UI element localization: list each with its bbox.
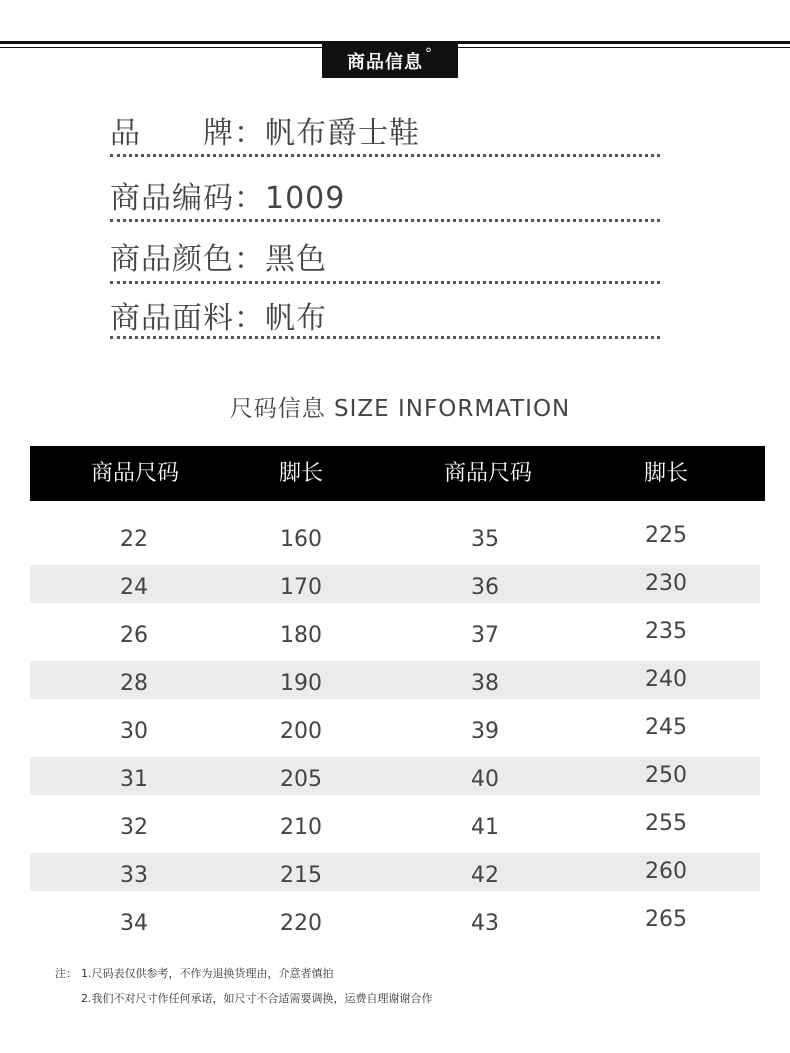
info-code-label: 商品编码： bbox=[110, 181, 265, 216]
size-cell: 26 bbox=[120, 623, 148, 648]
size-cell: 24 bbox=[120, 575, 148, 600]
dotted-divider bbox=[110, 219, 660, 222]
info-code-value: 1009 bbox=[265, 181, 346, 216]
size-cell: 36 bbox=[471, 575, 499, 600]
foot-length-cell: 235 bbox=[645, 619, 687, 644]
size-cell: 40 bbox=[471, 767, 499, 792]
info-brand-value: 帆布爵士鞋 bbox=[265, 116, 420, 151]
foot-length-cell: 230 bbox=[645, 571, 687, 596]
size-cell: 37 bbox=[471, 623, 499, 648]
size-cell: 33 bbox=[120, 863, 148, 888]
foot-length-cell: 215 bbox=[280, 863, 322, 888]
foot-length-cell: 255 bbox=[645, 811, 687, 836]
info-code bbox=[110, 173, 660, 217]
size-cell: 41 bbox=[471, 815, 499, 840]
size-cell: 28 bbox=[120, 671, 148, 696]
foot-length-cell: 190 bbox=[280, 671, 322, 696]
size-cell: 31 bbox=[120, 767, 148, 792]
size-cell: 34 bbox=[120, 911, 148, 936]
info-fabric bbox=[110, 293, 660, 337]
foot-length-cell: 240 bbox=[645, 667, 687, 692]
info-fabric-value: 帆布 bbox=[265, 301, 327, 336]
size-cell: 42 bbox=[471, 863, 499, 888]
foot-length-cell: 200 bbox=[280, 719, 322, 744]
note-line-1: 1.尺码表仅供参考，不作为退换货理由，介意者慎拍 bbox=[81, 967, 334, 980]
foot-length-cell: 205 bbox=[280, 767, 322, 792]
size-cell: 38 bbox=[471, 671, 499, 696]
note-prefix: 注： bbox=[55, 967, 77, 980]
foot-length-cell: 260 bbox=[645, 859, 687, 884]
foot-length-cell: 180 bbox=[280, 623, 322, 648]
dotted-divider bbox=[110, 281, 660, 284]
section-title-mark: ° bbox=[425, 45, 433, 62]
size-cell: 30 bbox=[120, 719, 148, 744]
foot-length-cell: 245 bbox=[645, 715, 687, 740]
dotted-divider bbox=[110, 154, 660, 157]
header-size-1: 商品尺码 bbox=[90, 461, 180, 486]
info-brand bbox=[110, 108, 660, 152]
info-color-value: 黑色 bbox=[265, 242, 327, 277]
foot-length-cell: 265 bbox=[645, 907, 687, 932]
foot-length-cell: 250 bbox=[645, 763, 687, 788]
size-table-header bbox=[30, 446, 765, 501]
info-color bbox=[110, 234, 660, 278]
foot-length-cell: 160 bbox=[280, 527, 322, 552]
header-size-2: 商品尺码 bbox=[443, 461, 533, 486]
size-heading: 尺码信息 SIZE INFORMATION bbox=[229, 396, 571, 422]
foot-length-cell: 220 bbox=[280, 911, 322, 936]
size-cell: 22 bbox=[120, 527, 148, 552]
header-length-2: 脚长 bbox=[643, 461, 689, 486]
header-length-1: 脚长 bbox=[278, 461, 324, 486]
size-cell: 35 bbox=[471, 527, 499, 552]
info-fabric-label: 商品面料： bbox=[110, 301, 265, 336]
size-cell: 32 bbox=[120, 815, 148, 840]
foot-length-cell: 225 bbox=[645, 523, 687, 548]
note-line-2: 2.我们不对尺寸作任何承诺，如尺寸不合适需要调换，运费自理谢谢合作 bbox=[81, 992, 433, 1005]
info-color-label: 商品颜色： bbox=[110, 242, 265, 277]
section-title-text: 商品信息 bbox=[347, 51, 423, 73]
foot-length-cell: 210 bbox=[280, 815, 322, 840]
dotted-divider bbox=[110, 336, 660, 339]
size-cell: 39 bbox=[471, 719, 499, 744]
foot-length-cell: 170 bbox=[280, 575, 322, 600]
size-cell: 43 bbox=[471, 911, 499, 936]
info-brand-label-a: 品 bbox=[110, 116, 141, 151]
section-title bbox=[322, 43, 458, 78]
info-brand-label-b: 牌： bbox=[203, 116, 265, 151]
